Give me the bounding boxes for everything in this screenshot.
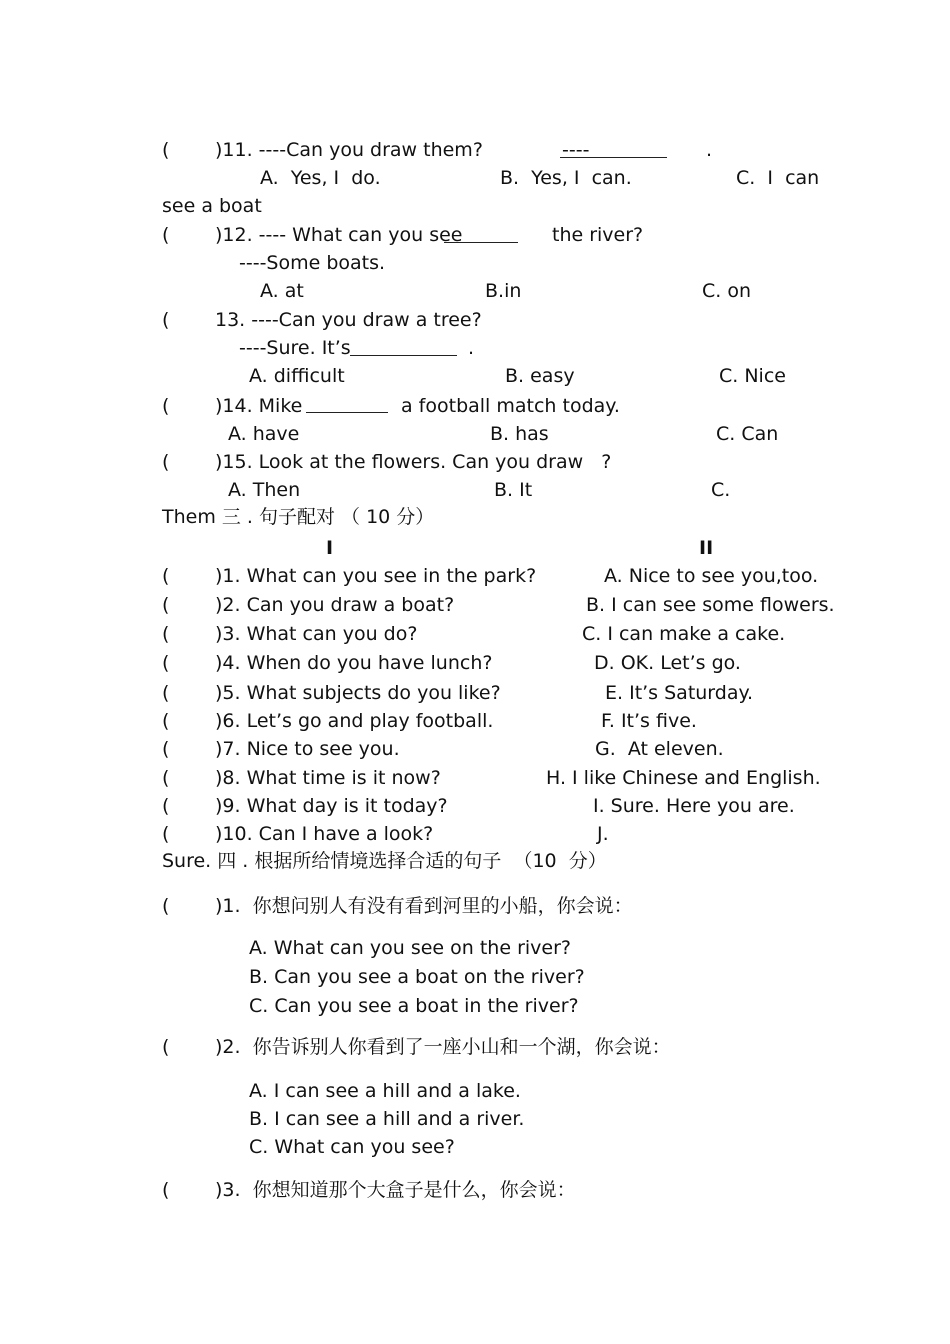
paren-open: ( [162,139,170,161]
paren-open: ( [162,895,170,917]
q13-option-a: A. difficult [249,365,345,387]
q13-option-b: B. easy [505,365,575,387]
q15-option-a: A. Then [228,479,301,501]
q12-stem-end: the river? [552,224,644,246]
q15-option-b: B. It [494,479,533,501]
paren-open: ( [162,594,170,616]
s4-q2-option-a: A. I can see a hill and a lake. [249,1080,521,1102]
paren-open: ( [162,1179,170,1201]
q12-option-c: C. on [702,280,752,302]
match-right-e: E. It’s Saturday. [605,682,754,704]
match-right-i: I. Sure. Here you are. [593,795,795,817]
match-left-7: )7. Nice to see you. [215,738,400,760]
q13-period: . [468,337,475,359]
section4-title: Sure. 四 . 根据所给情境选择合适的句子 （10 分） [162,850,607,872]
paren-open: ( [162,823,170,845]
paren-open: ( [162,623,170,645]
q11-option-a: A. Yes, I do. [260,167,381,189]
s4-q2-option-b: B. I can see a hill and a river. [249,1108,525,1130]
paren-open: ( [162,565,170,587]
q12-option-a: A. at [260,280,304,302]
s4-q1-option-b: B. Can you see a boat on the river? [249,966,585,988]
match-left-4: )4. When do you have lunch? [215,652,493,674]
match-right-f: F. It’s five. [601,710,697,732]
q15-option-c: C. [711,479,731,501]
q13-option-c: C. Nice [719,365,786,387]
paren-open: ( [162,1036,170,1058]
match-right-g: G. At eleven. [595,738,724,760]
q14-option-b: B. has [490,423,549,445]
q15-stem: )15. Look at the flowers. Can you draw ? [215,451,612,473]
match-left-10: )10. Can I have a look? [215,823,434,845]
paren-open: ( [162,395,170,417]
paren-open: ( [162,767,170,789]
match-left-6: )6. Let’s go and play football. [215,710,494,732]
q11-blank-prefix: ---- [562,139,590,161]
column-header-ii: II [699,537,714,559]
q14-option-c: C. Can [716,423,779,445]
s4-q1-stem: )1. 你想问别人有没有看到河里的小船，你会说： [215,895,633,917]
q12-answer: ----Some boats. [239,252,386,274]
match-left-1: )1. What can you see in the park? [215,565,537,587]
q14-option-a: A. have [228,423,300,445]
match-right-d: D. OK. Let’s go. [594,652,741,674]
paren-open: ( [162,309,170,331]
q14-stem: )14. Mike [215,395,303,417]
q11-option-b: B. Yes, I can. [500,167,632,189]
s4-q3-stem: )3. 你想知道那个大盒子是什么，你会说： [215,1179,576,1201]
match-right-b: B. I can see some flowers. [586,594,835,616]
q13-answer-blank[interactable] [350,355,457,356]
q12-answer-blank[interactable] [444,242,518,243]
q14-answer-blank[interactable] [306,412,388,413]
column-header-i: I [326,537,334,559]
section3-title: Them 三 . 句子配对 （ 10 分） [162,506,435,528]
match-left-3: )3. What can you do? [215,623,418,645]
match-right-c: C. I can make a cake. [582,623,786,645]
s4-q1-option-a: A. What can you see on the river? [249,937,571,959]
s4-q2-option-c: C. What can you see? [249,1136,455,1158]
q12-option-b: B.in [485,280,522,302]
paren-open: ( [162,710,170,732]
paren-open: ( [162,738,170,760]
match-left-9: )9. What day is it today? [215,795,448,817]
match-left-5: )5. What subjects do you like? [215,682,501,704]
paren-open: ( [162,682,170,704]
paren-open: ( [162,224,170,246]
s4-q2-stem: )2. 你告诉别人你看到了一座小山和一个湖，你会说： [215,1036,671,1058]
q13-stem: 13. ----Can you draw a tree? [215,309,482,331]
q11-answer-blank[interactable] [560,157,667,158]
match-right-h: H. I like Chinese and English. [546,767,821,789]
q11-period: . [706,139,713,161]
s4-q1-option-c: C. Can you see a boat in the river? [249,995,579,1017]
q13-answer-start: ----Sure. It’s [239,337,351,359]
match-left-2: )2. Can you draw a boat? [215,594,455,616]
q11-option-c-continued: see a boat [162,195,262,217]
paren-open: ( [162,652,170,674]
q11-stem: )11. ----Can you draw them? [215,139,483,161]
paren-open: ( [162,795,170,817]
q12-stem: )12. ---- What can you see [215,224,463,246]
match-right-a: A. Nice to see you,too. [604,565,819,587]
match-left-8: )8. What time is it now? [215,767,441,789]
q14-stem-end: a football match today. [401,395,620,417]
match-right-j: J. [597,823,609,845]
paren-open: ( [162,451,170,473]
q11-option-c: C. I can [736,167,820,189]
